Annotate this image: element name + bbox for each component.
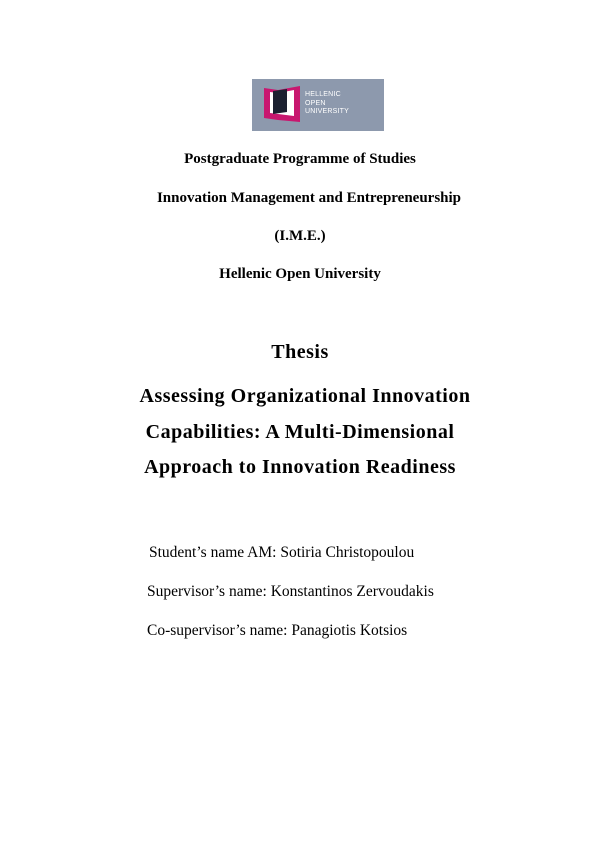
logo-text-line-3: UNIVERSITY <box>305 108 350 115</box>
logo-text-line-2: OPEN <box>305 99 326 107</box>
programme-name: Innovation Management and Entrepreneurship <box>156 190 462 206</box>
thesis-label: Thesis <box>271 341 329 363</box>
university-logo-icon <box>262 84 304 126</box>
university-logo <box>252 79 384 131</box>
supervisor-name: Supervisor’s name: Konstantinos Zervoudakis <box>147 583 434 600</box>
thesis-title-line-1: Assessing Organizational Innovation <box>139 385 471 407</box>
student-name: Student’s name AM: Sotiria Christopoulou <box>149 544 415 561</box>
programme-title: Postgraduate Programme of Studies <box>184 151 416 167</box>
thesis-title-line-2: Capabilities: A Multi-Dimensional <box>145 421 455 443</box>
programme-abbreviation: (I.M.E.) <box>274 228 326 244</box>
cosupervisor-name: Co-supervisor’s name: Panagiotis Kotsios <box>147 622 408 639</box>
logo-text <box>305 91 349 117</box>
thesis-title-line-3: Approach to Innovation Readiness <box>144 456 456 478</box>
logo-text-line-1: HELLENIC <box>305 91 341 98</box>
university-name: Hellenic Open University <box>219 266 381 282</box>
